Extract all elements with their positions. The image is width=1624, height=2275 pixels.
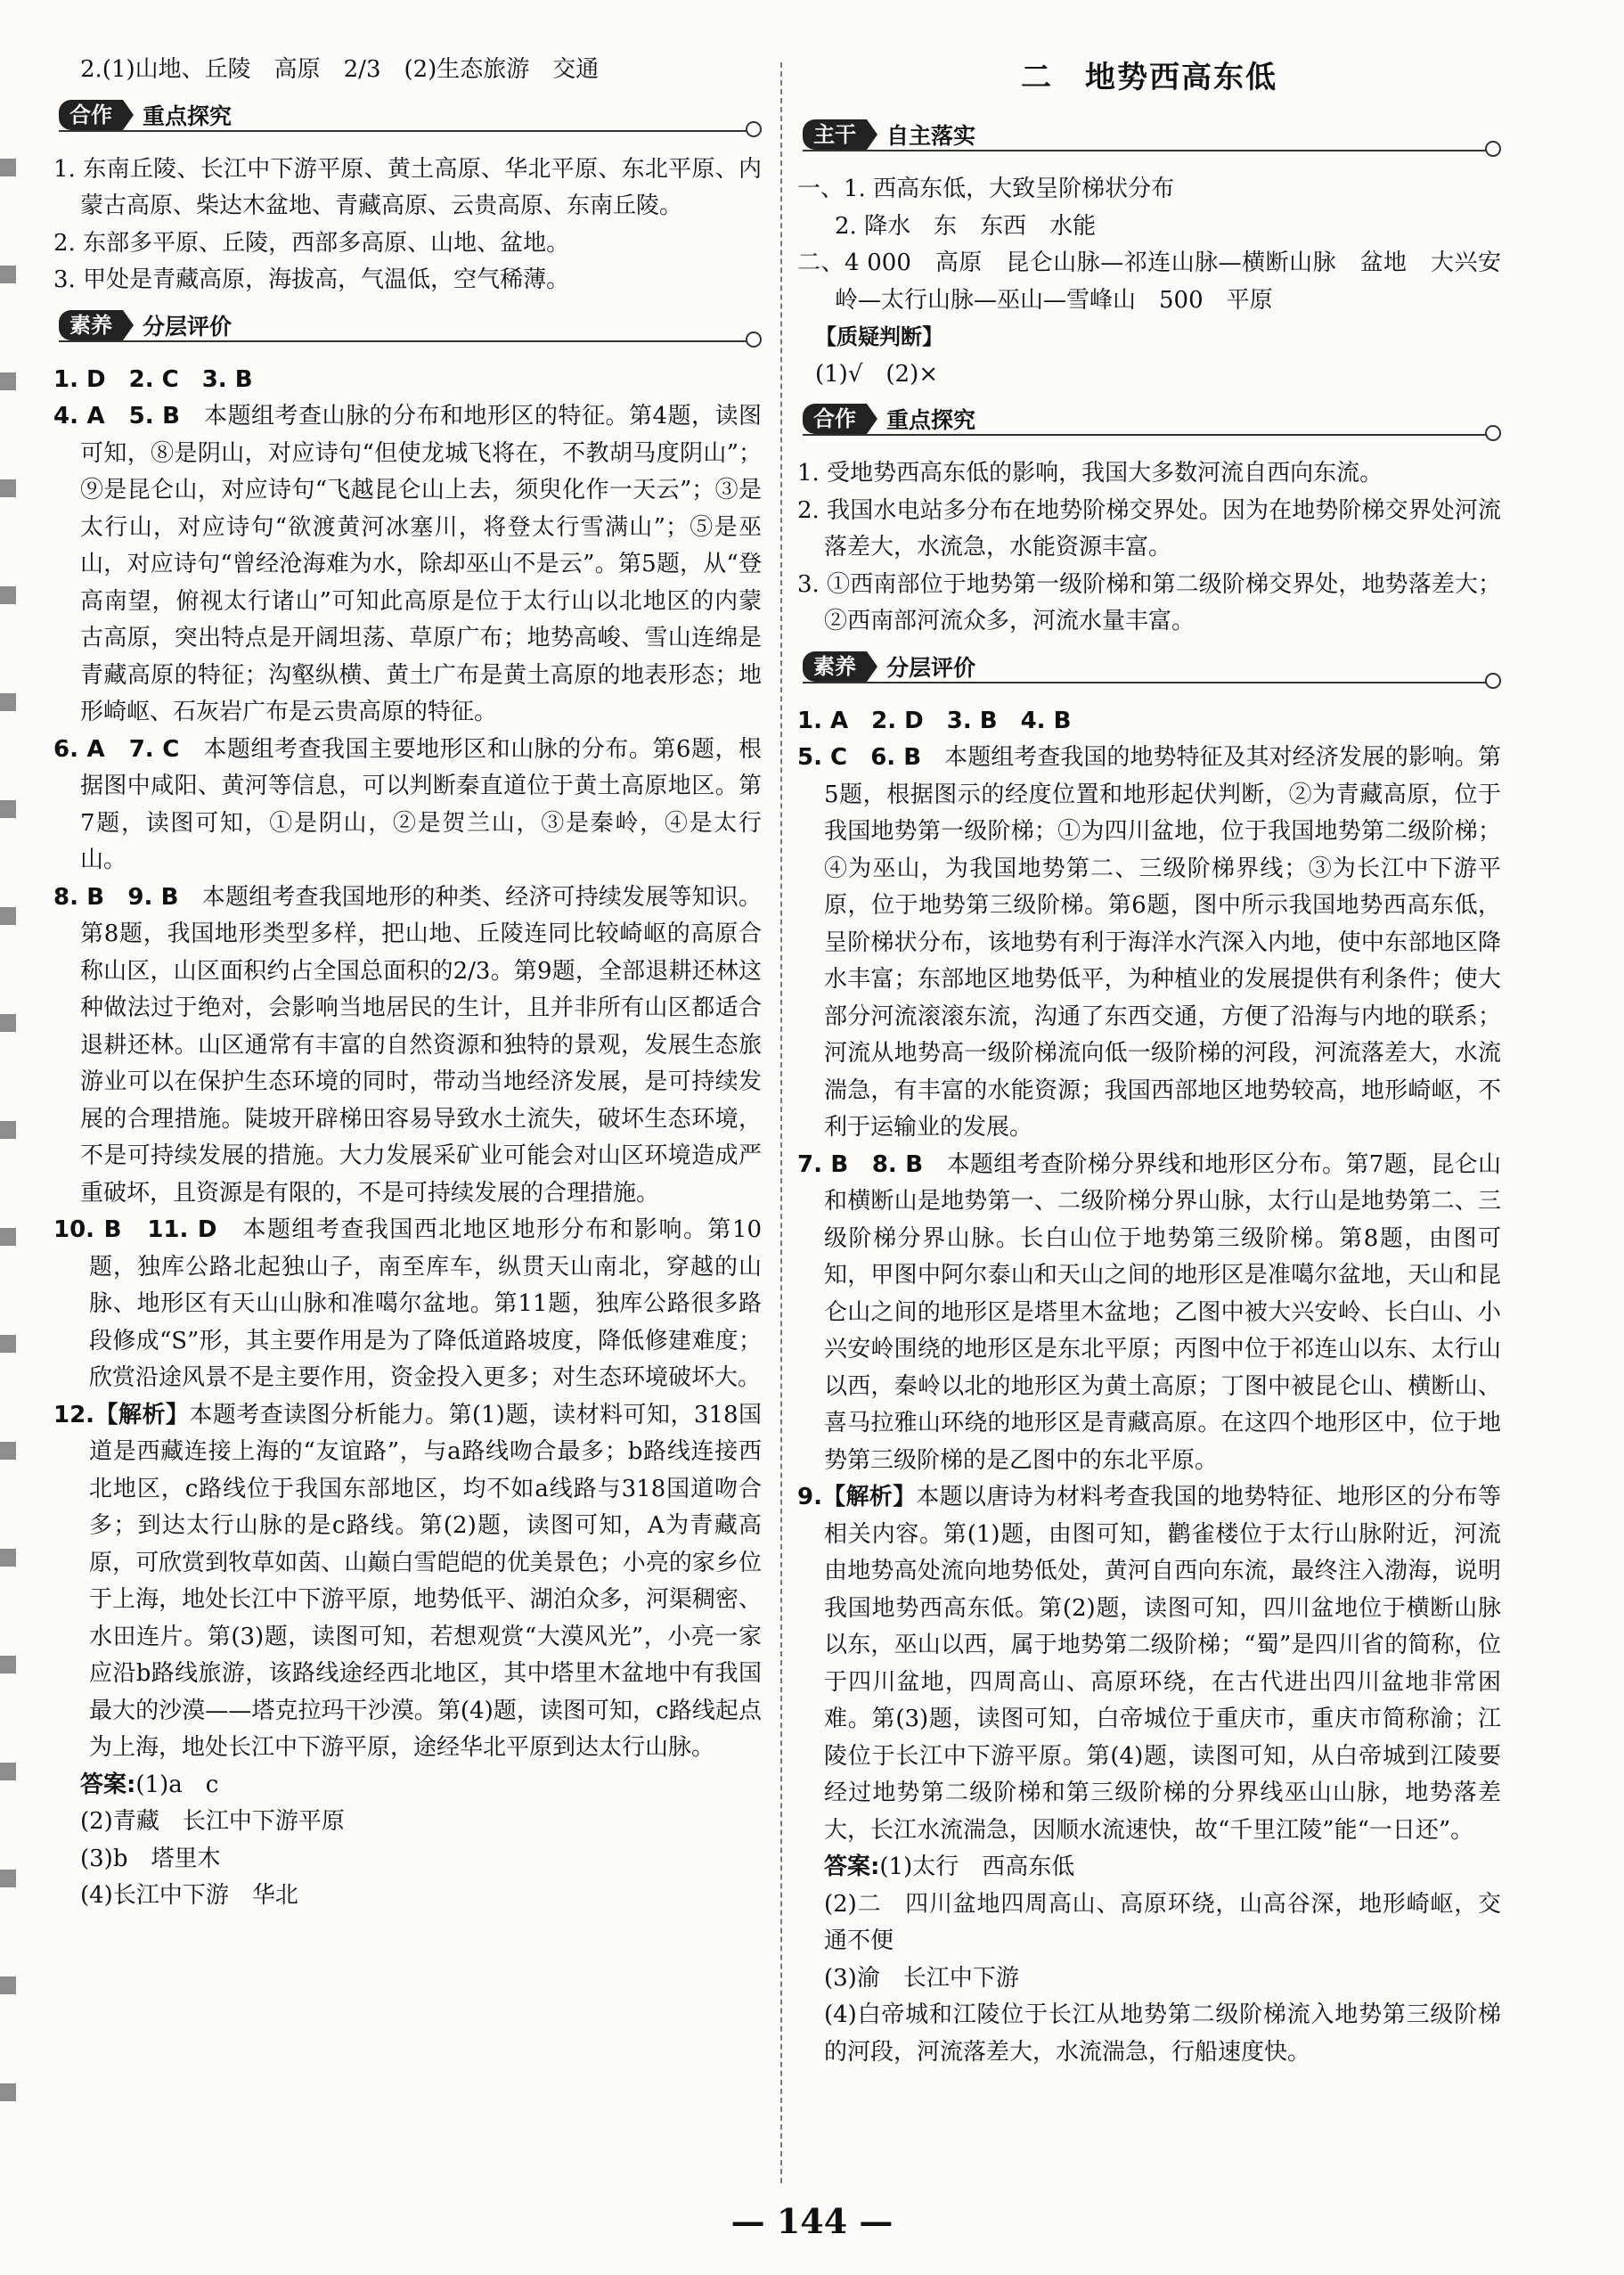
section-tag: 合作 [803, 404, 867, 434]
answer-line: (3)渝 长江中下游 [824, 1964, 1019, 1992]
section-label: 分层评价 [143, 313, 233, 340]
section-tag: 素养 [59, 310, 123, 340]
judge-heading: 【质疑判断】 [815, 324, 943, 349]
answer-line: 一、1. 西高东低，大致呈阶梯状分布 [797, 176, 1175, 202]
answer-line: (2)青藏 长江中下游平原 [80, 1808, 345, 1835]
answer-label: 答案:(1)a c [80, 1771, 219, 1798]
section-header-cooperate [53, 94, 762, 144]
section-label: 重点探究 [886, 407, 976, 433]
page-number: — 144 — [730, 2201, 894, 2241]
list-item: 3. 甲处是青藏高原，海拔高，气温低，空气稀薄。 [53, 266, 570, 293]
list-item: 3. ①西南部位于地势第一级阶梯和第二级阶梯交界处，地势落差大；②西南部河流众多，河流水量丰富。 [797, 570, 1501, 634]
answer-line: (2)二 四川盆地四周高山、高原环绕，山高谷深，地形崎岖，交通不便 [824, 1890, 1501, 1954]
answer-block: 9.【解析】本题以唐诗为材料考查我国的地势特征、地形区的分布等相关内容。第(1)题，由图可知，鹳雀楼位于太行山脉附近，河流由地势高处流向地势低处，黄河自西向东流，最终注入渤海，说明我国地势西高东低。第(2)题，读图可知，四川盆地位于横断山脉以东，巫山以西，属于地势第二级阶梯；“蜀”是四川省的简称，位于四川盆地，四周高山、高原环绕，在古代进出四川盆地非常困难。第(3)题，读图可知，白帝城位于重庆市，重庆市简称渝；江陵位于长江中下游平原。第(4)题，读图可知，从白帝城到江陵要经过地势第二级阶梯和第三级阶梯的分界线巫山山脉，地势落差大，长江水流湍急，因顺水流速快，故“千里江陵”能“一日还”。 [797, 1484, 1501, 1844]
section-label: 重点探究 [143, 102, 233, 129]
answer-block: 1. D 2. C 3. B [53, 365, 253, 393]
answer-block: 5. C 6. B 本题组考查我国的地势特征及其对经济发展的影响。第5题，根据图示的经度位置和地形起伏判断，②为青藏高原，位于我国地势第一级阶梯；①为四川盆地，位于我国地势第二级阶梯；④为巫山，为我国地势第二、三级阶梯界线；③为长江中下游平原，位于地势第三级阶梯。第6题，图中所示我国地势西高东低，呈阶梯状分布，该地势有利于海洋水汽深入内地，使中东部地区降水丰富；东部地区地势低平，为种植业的发展提供有利条件；使大部分河流滚滚东流，沟通了东西交通，方便了沿海与内地的联系；河流从地势高一级阶梯流向低一级阶梯的河段，河流落差大，水流湍急，有丰富的水能资源；我国西部地区地势较高，地形崎岖，不利于运输业的发展。 [797, 744, 1501, 1141]
answer-block: 4. A 5. B 本题组考查山脉的分布和地形区的特征。第4题，读图可知，⑧是阴山，对应诗句“但使龙城飞将在，不教胡马度阴山”；⑨是昆仑山，对应诗句“飞越昆仑山上去，须臾化作一天云”；③是太行山，对应诗句“欲渡黄河冰塞川，将登太行雪满山”；⑤是巫山，对应诗句“曾经沧海难为水，除却巫山不是云”。第5题，从“登高南望，俯视太行诸山”可知此高原是位于太行山以北地区的内蒙古高原，突出特点是开阔坦荡、草原广布；地势高峻、雪山连绵是青藏高原的特征；沟壑纵横、黄土广布是黄土高原的地表形态；地形崎岖、石灰岩广布是云贵高原的特征。 [53, 403, 762, 725]
list-item: 2. 东部多平原、丘陵，西部多高原、山地、盆地。 [53, 229, 570, 257]
section-tag: 主干 [803, 119, 867, 150]
list-item: 2. 我国水电站多分布在地势阶梯交界处。因为在地势阶梯交界处河流落差大，水流急，水能资源丰富。 [797, 496, 1501, 561]
section-tag: 素养 [803, 651, 867, 682]
section-label: 自主落实 [886, 123, 976, 149]
answer-block: 12.【解析】本题考查读图分析能力。第(1)题，读材料可知，318国道是西藏连接上海的“友谊路”，与a路线吻合最多；b路线连接西北地区，c路线位于我国东部地区，均不如a线路与318国道吻合多；到达太行山脉的是c路线。第(2)题，读图可知，A为青藏高原，可欣赏到牧草如茵、山巅白雪皑皑的优美景色；小亮的家乡位于上海，地处长江中下游平原，地势低平、湖泊众多，河渠稠密、水田连片。第(3)题，读图可知，若想观赏“大漠风光”，小亮一家应沿b路线旅游，该路线途经西北地区，其中塔里木盆地中有我国最大的沙漠——塔克拉玛干沙漠。第(4)题，读图可知，c路线起点为上海，地处长江中下游平原，途经华北平原到达太行山脉。 [53, 1401, 762, 1761]
answer-block: 1. A 2. D 3. B 4. B [797, 707, 1072, 734]
answer-block: 6. A 7. C 本题组考查我国主要地形区和山脉的分布。第6题，根据图中咸阳、黄河等信息，可以判断秦直道位于黄土高原地区。第7题，读图可知，①是阴山，②是贺兰山，③是秦岭，④是太行山。 [53, 735, 762, 873]
left-column [53, 52, 762, 1915]
answer-line: (4)长江中下游 华北 [80, 1882, 298, 1909]
section-header-cooperate [797, 398, 1501, 448]
binding-edge-marks [0, 125, 16, 2130]
section-label: 分层评价 [886, 654, 976, 681]
answer-label: 答案:(1)太行 西高东低 [824, 1854, 1075, 1880]
section-header-literacy [53, 305, 762, 355]
right-column [797, 52, 1501, 2071]
answer-block: 10. B 11. D 本题组考查我国西北地区地形分布和影响。第10题，独库公路北起独山子，南至库车，纵贯天山南北，穿越的山脉、地形区有天山山脉和准噶尔盆地。第11题，独库公路很多路段修成“S”形，其主要作用是为了降低道路坡度，降低修建难度；欣赏沿途风景不是主要作用，资金投入更多；对生态环境破坏大。 [53, 1216, 762, 1391]
answer-line: 2. 降水 东 东西 水能 [835, 212, 1097, 240]
key-inquiry-list [53, 151, 762, 299]
list-item: 1. 东南丘陵、长江中下游平原、黄土高原、华北平原、东北平原、内蒙古高原、柴达木盆地、青藏高原、云贵高原、东南丘陵。 [53, 155, 762, 219]
section-header-main [797, 114, 1501, 164]
column-divider [780, 62, 782, 2183]
answer-block: 8. B 9. B 本题组考查我国地形的种类、经济可持续发展等知识。第8题，我国地形类型多样，把山地、丘陵连同比较崎岖的高原合称山区，山区面积约占全国总面积的2/3。第9题，全部退耕还林这种做法过于绝对，会影响当地居民的生计，且并非所有山区都适合退耕还林。山区通常有丰富的自然资源和独特的景观，发展生态旅游业可以在保护生态环境的同时，带动当地经济发展，是可持续发展的合理措施。陡坡开辟梯田容易导致水土流失，破坏生态环境，不是可持续发展的措施。大力发展采矿业可能会对山区环境造成严重破坏，且资源是有限的，不是可持续发展的合理措施。 [53, 883, 762, 1207]
answer-line: (3)b 塔里木 [80, 1845, 221, 1872]
answer-line: 二、4 000 高原 昆仑山脉—祁连山脉—横断山脉 盆地 大兴安岭—太行山脉—巫山—雪峰山 500 平原 [797, 250, 1501, 314]
section-title: 二 地势西高东低 [1021, 60, 1277, 95]
judge-answer: (1)√ (2)× [815, 360, 939, 388]
section-header-literacy [797, 646, 1501, 696]
list-item: 1. 受地势西高东低的影响，我国大多数河流自西向东流。 [797, 460, 1383, 487]
section-tag: 合作 [59, 100, 123, 130]
answer-line: (4)白帝城和江陵位于长江从地势第二级阶梯流入地势第三级阶梯的河段，河流落差大，水流湍急，行船速度快。 [824, 2001, 1501, 2066]
answer-block: 7. B 8. B 本题组考查阶梯分界线和地形区分布。第7题，昆仑山和横断山是地势第一、二级阶梯分界山脉，太行山是地势第二、三级阶梯分界山脉。长白山位于地势第三级阶梯。第8题，由图可知，甲图中阿尔泰山和天山之间的地形区是准噶尔盆地，天山和昆仑山之间的地形区是塔里木盆地；乙图中被大兴安岭、长白山、小兴安岭围绕的地形区是东北平原；丙图中位于祁连山以东、太行山以西，秦岭以北的地形区为黄土高原；丁图中被昆仑山、横断山、喜马拉雅山环绕的地形区是青藏高原。在这四个地形区中，位于地势第三级阶梯的是乙图中的东北平原。 [797, 1150, 1501, 1474]
intro-answer: 2.(1)山地、丘陵 高原 2/3 (2)生态旅游 交通 [80, 56, 600, 83]
